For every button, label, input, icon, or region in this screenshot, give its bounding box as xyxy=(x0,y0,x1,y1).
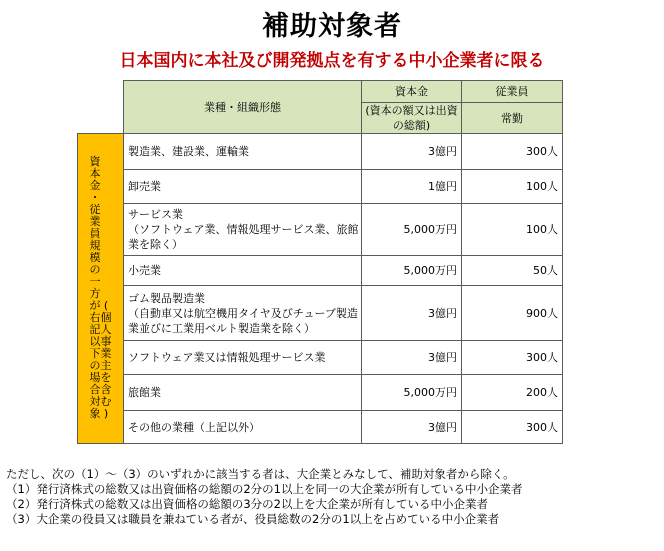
page-subtitle: 日本国内に本社及び開発拠点を有する中小企業者に限る xyxy=(119,51,545,71)
row-capital: 3億円 xyxy=(362,411,462,444)
side-label-sub: ( 個 人 事 業 主 を 含 む ) xyxy=(100,299,112,420)
header-employees: 従業員 xyxy=(462,81,563,103)
row-capital: 3億円 xyxy=(362,134,462,170)
row-category: その他の業種（上記以外） xyxy=(124,411,362,444)
header-employees-sub: 常勤 xyxy=(462,103,563,134)
table-row xyxy=(78,286,563,341)
table-row xyxy=(78,170,563,204)
table-row xyxy=(78,204,563,256)
table-row xyxy=(78,411,563,444)
row-capital: 1億円 xyxy=(362,170,462,204)
table-row xyxy=(78,341,563,375)
row-employees: 300人 xyxy=(462,341,563,375)
note-intro: ただし、次の（1）～（3）のいずれかに該当する者は、大企業とみなして、補助対象者から除く。 xyxy=(6,467,515,481)
table-row xyxy=(78,256,563,286)
table-corner-lower xyxy=(78,103,124,134)
row-employees: 50人 xyxy=(462,256,563,286)
table-corner xyxy=(78,81,124,103)
row-category: サービス業 （ソフトウェア業、情報処理サービス業、旅館業を除く） xyxy=(124,204,362,256)
header-capital-note: (資本の額又は出資の総額) xyxy=(362,103,462,134)
note-3: （3）大企業の役員又は職員を兼ねている者が、役員総数の2分の1以上を占めている中小企業者 xyxy=(6,512,500,526)
row-category: ソフトウェア業又は情報処理サービス業 xyxy=(124,341,362,375)
row-category: ゴム製品製造業 （自動車又は航空機用タイヤ及びチューブ製造業並びに工業用ベルト製造業を除く） xyxy=(124,286,362,341)
row-capital: 3億円 xyxy=(362,341,462,375)
row-capital: 5,000万円 xyxy=(362,256,462,286)
header-capital: 資本金 xyxy=(362,81,462,103)
side-label-main: 資 本 金 ・ 従 業 員 規 模 の 一 方 が 右 記 以 下 の 場 合 対 象 xyxy=(89,155,101,420)
table-row xyxy=(78,134,563,170)
row-category: 小売業 xyxy=(124,256,362,286)
row-category: 卸売業 xyxy=(124,170,362,204)
row-capital: 5,000万円 xyxy=(362,204,462,256)
side-label xyxy=(78,134,124,444)
row-employees: 300人 xyxy=(462,134,563,170)
table-row xyxy=(78,375,563,411)
row-employees: 100人 xyxy=(462,204,563,256)
row-capital: 3億円 xyxy=(362,286,462,341)
row-capital: 5,000万円 xyxy=(362,375,462,411)
page-title: 補助対象者 xyxy=(262,11,402,42)
eligibility-table xyxy=(77,80,563,444)
row-employees: 900人 xyxy=(462,286,563,341)
row-employees: 300人 xyxy=(462,411,563,444)
row-category: 旅館業 xyxy=(124,375,362,411)
row-employees: 100人 xyxy=(462,170,563,204)
row-category: 製造業、建設業、運輸業 xyxy=(124,134,362,170)
note-1: （1）発行済株式の総数又は出資価格の総額の2分の1以上を同一の大企業が所有している中小企業者 xyxy=(6,482,523,496)
note-2: （2）発行済株式の総数又は出資価格の総額の3分の2以上を大企業が所有している中小企業者 xyxy=(6,497,488,511)
row-employees: 200人 xyxy=(462,375,563,411)
header-category: 業種・組織形態 xyxy=(124,81,362,134)
